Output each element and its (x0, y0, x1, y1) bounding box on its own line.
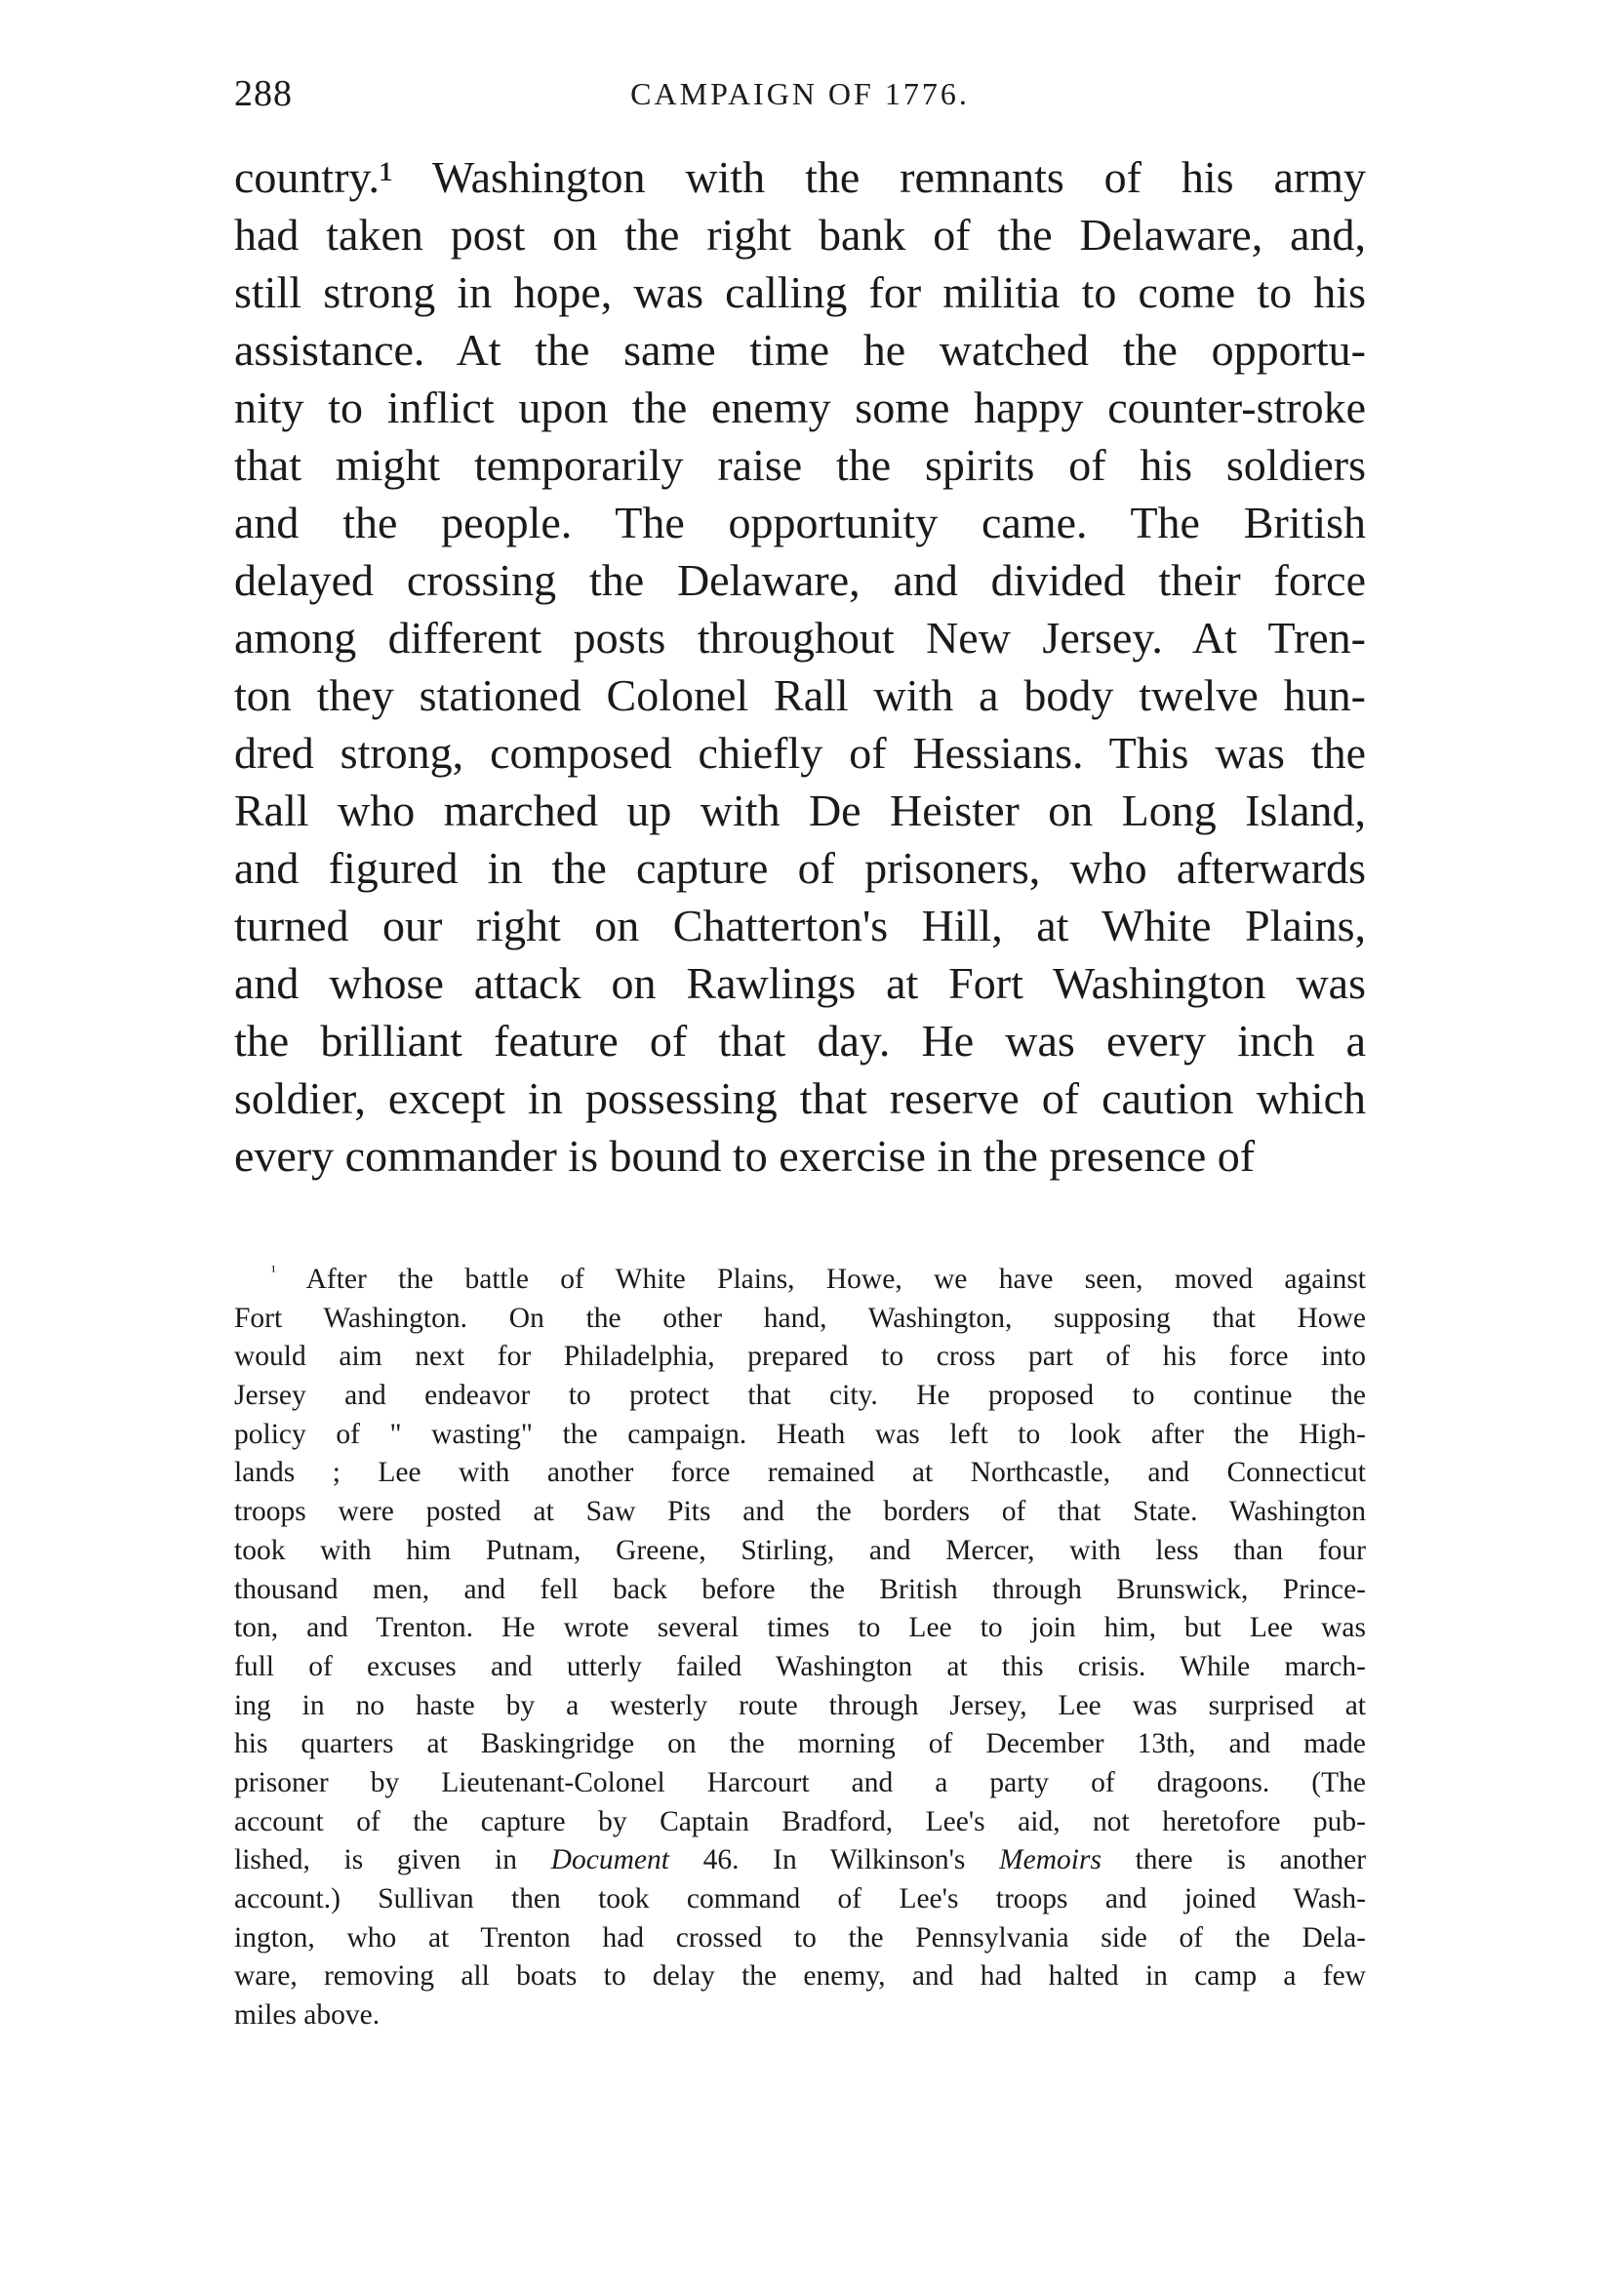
footnote-line: troops were posted at Saw Pits and the borders of that State. Washington (234, 1496, 1366, 1528)
book-page (234, 68, 1366, 2035)
body-line: ton they stationed Colonel Rall with a body twelve hun- (234, 670, 1366, 720)
footnote-line: policy of " wasting" the campaign. Heath was left to look after the High- (234, 1418, 1366, 1450)
footnote-line: miles above. (234, 1999, 380, 2032)
footnote-text: After the battle of White Plains, Howe, we have seen, moved against (305, 1264, 1366, 1295)
footnote-line (234, 1261, 1366, 1300)
body-line: delayed crossing the Delaware, and divided their force (234, 555, 1366, 605)
footnote-line: Fort Washington. On the other hand, Washington, supposing that Howe (234, 1302, 1366, 1334)
body-line: soldier, except in possessing that reserve of caution which (234, 1073, 1366, 1123)
footnote-line: ington, who at Trenton had crossed to the Pennsylvania side of the Dela- (234, 1921, 1366, 1954)
footnote-text: 46. In Wilkinson's (702, 1844, 966, 1876)
body-line: every commander is bound to exercise in the presence of (234, 1131, 1256, 1181)
footnote (234, 1261, 1366, 2035)
footnote-line: would aim next for Philadelphia, prepared to cross part of his force into (234, 1341, 1366, 1373)
body-line: assistance. At the same time he watched the opportu- (234, 325, 1366, 375)
body-line: still strong in hope, was calling for militia to come to his (234, 267, 1366, 317)
body-line: and figured in the capture of prisoners, who afterwards (234, 843, 1366, 893)
body-line: among different posts throughout New Jersey. At Tren- (234, 613, 1366, 663)
body-line: and the people. The opportunity came. The British (234, 498, 1366, 547)
body-line: the brilliant feature of that day. He was every inch a (234, 1016, 1366, 1066)
body-line: and whose attack on Rawlings at Fort Washington was (234, 958, 1366, 1008)
body-line: turned our right on Chatterton's Hill, at White Plains, (234, 901, 1366, 950)
footnote-line: ing in no haste by a westerly route through Jersey, Lee was surprised at (234, 1689, 1366, 1721)
body-line: Rall who marched up with De Heister on Long Island, (234, 785, 1366, 835)
page-number: 288 (234, 73, 293, 114)
footnote-line: ware, removing all boats to delay the enemy, and had halted in camp a few (234, 1960, 1366, 1993)
footnote-line: account of the capture by Captain Bradford, Lee's aid, not heretofore pub- (234, 1805, 1366, 1837)
running-title: CAMPAIGN OF 1776. (630, 76, 970, 111)
body-text (234, 148, 1366, 1185)
body-line: nity to inflict upon the enemy some happy counter-stroke (234, 383, 1366, 432)
footnote-line: prisoner by Lieutenant-Colonel Harcourt and a party of dragoons. (The (234, 1766, 1366, 1798)
footnote-text: there is another (1135, 1844, 1367, 1876)
body-line: that might temporarily raise the spirits of his soldiers (234, 440, 1366, 490)
footnote-line: Jersey and endeavor to protect that city. He proposed to continue the (234, 1380, 1366, 1412)
running-head (234, 68, 1366, 127)
footnote-line: full of excuses and utterly failed Washington at this crisis. While march- (234, 1650, 1366, 1682)
body-line: country.¹ Washington with the remnants of his army (234, 152, 1366, 202)
body-line: dred strong, composed chiefly of Hessians. This was the (234, 728, 1366, 778)
footnote-marker: ¹ (271, 1262, 276, 1280)
memoirs-reference: Memoirs (999, 1844, 1101, 1876)
footnote-line (234, 1841, 1366, 1880)
body-line: had taken post on the right bank of the Delaware, and, (234, 210, 1366, 260)
footnote-line: ton, and Trenton. He wrote several times to Lee to join him, but Lee was (234, 1612, 1366, 1644)
document-reference: Document (550, 1844, 669, 1876)
footnote-line: lands ; Lee with another force remained at Northcastle, and Connecticut (234, 1457, 1366, 1489)
footnote-line: took with him Putnam, Greene, Stirling, and Mercer, with less than four (234, 1534, 1366, 1566)
footnote-line: thousand men, and fell back before the British through Brunswick, Prince- (234, 1573, 1366, 1605)
footnote-line: account.) Sullivan then took command of Lee's troops and joined Wash- (234, 1883, 1366, 1914)
footnote-line: his quarters at Baskingridge on the morning of December 13th, and made (234, 1728, 1366, 1760)
footnote-text: lished, is given in (234, 1844, 517, 1876)
